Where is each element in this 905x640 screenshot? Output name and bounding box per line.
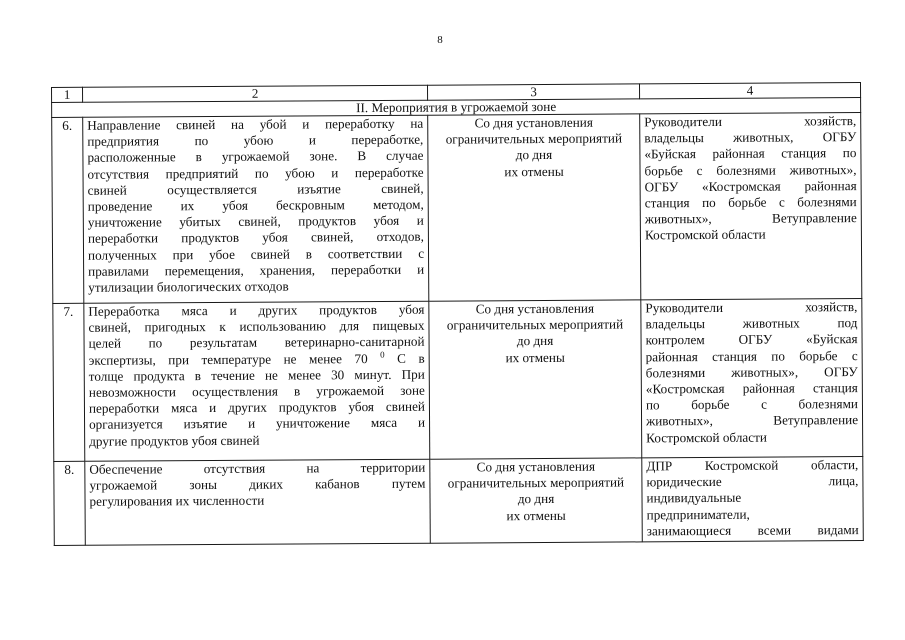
text-line: утилизации биологических отходов xyxy=(88,278,289,295)
text-line: отсутствия предприятий по убою и переработке xyxy=(87,164,424,182)
row-description xyxy=(83,115,429,303)
text-line: ОГБУ «Костромская районная xyxy=(644,177,857,195)
text-line: владельцы животных, ОГБУ xyxy=(644,129,857,146)
text-line: юридические лица, xyxy=(646,473,859,490)
measures-table xyxy=(51,82,864,546)
text-line: районная станция по борьбе с xyxy=(645,347,858,364)
header-col-3: 3 xyxy=(427,84,639,100)
text-line: Со дня установления xyxy=(476,458,596,475)
text-line: болезнями животных», ОГБУ xyxy=(645,363,858,381)
text-line: угрожаемой зоны диких кабанов путем xyxy=(89,475,426,493)
text-line: расположенные в угрожаемой зоне. В случае xyxy=(87,148,424,166)
temperature-text: экспертизы, при температуре не менее 70 xyxy=(88,350,368,368)
text-line xyxy=(89,350,425,368)
page-number: 8 xyxy=(437,34,443,46)
text-line: контролем ОГБУ «Буйская xyxy=(645,331,858,348)
text-line: до дня xyxy=(516,333,554,349)
text-line: предприятия по убою и переработке, xyxy=(87,131,424,149)
text-line: борьбе с болезнями животных», xyxy=(644,161,857,178)
row-responsible xyxy=(641,299,863,458)
text-line: ограничительных мероприятий xyxy=(446,316,624,333)
text-line: занимающиеся всеми видами xyxy=(646,521,859,539)
text-line: Направление свиней на убой и переработку на xyxy=(87,115,424,133)
text-line: по борьбе с болезнями xyxy=(645,396,858,413)
text-line: Переработка мяса и других продуктов убоя xyxy=(88,301,425,319)
degree-superscript: 0 xyxy=(380,349,385,360)
row-number: 8. xyxy=(54,461,86,545)
text-line: до дня xyxy=(517,491,555,507)
text-line: ограничительных мероприятий xyxy=(447,474,625,491)
text-line: целей по результатам ветеринарно-санитарной xyxy=(88,334,425,352)
text-line: правилами перемещения, хранения, переработки и xyxy=(88,261,425,279)
text-line: уничтожение убитых свиней, продуктов убоя и xyxy=(87,212,424,230)
table-row xyxy=(52,113,862,304)
row-term xyxy=(430,458,643,543)
row-responsible xyxy=(640,113,862,300)
text-line: их отмены xyxy=(504,163,564,179)
text-line: «Буйская районная станция по xyxy=(644,145,857,162)
text-line: проведение их убоя бескровным методом, xyxy=(87,196,424,214)
text-line: переработки мяса и других продуктов убоя свиней xyxy=(88,398,426,416)
text-line: станция по борьбе с болезнями xyxy=(644,194,857,211)
section-title: II. Мероприятия в угрожаемой зоне xyxy=(52,98,861,118)
row-description xyxy=(84,301,430,461)
text-line: Со дня установления xyxy=(475,300,595,317)
text-line: Со дня установления xyxy=(474,114,593,131)
text-line: Руководители хозяйств, xyxy=(644,113,857,130)
text-line: полученных при убое свиней в соответствии с xyxy=(87,245,425,263)
row-term xyxy=(429,300,642,459)
text-line: Обеспечение отсутствия на территории xyxy=(89,459,426,477)
header-col-2: 2 xyxy=(83,85,428,102)
text-line: ДПР Костромской области, xyxy=(646,457,859,474)
text-line: их отмены xyxy=(505,349,565,365)
table-row xyxy=(54,457,863,546)
text-line: свиней осуществляется изъятие свиней, xyxy=(87,180,424,198)
text-line: Костромской области xyxy=(646,429,767,445)
row-number: 7. xyxy=(53,303,85,461)
header-col-4: 4 xyxy=(639,83,860,99)
header-col-1: 1 xyxy=(52,87,83,102)
text-line: предприниматели, xyxy=(646,506,750,522)
text-line: их отмены xyxy=(506,507,566,523)
text-line: свиней, пригодных к использованию для пищевых xyxy=(88,317,425,335)
text-line: «Костромская районная станция xyxy=(645,380,858,397)
row-number: 6. xyxy=(52,117,84,303)
temperature-unit: С в xyxy=(397,350,425,366)
text-line: владельцы животных под xyxy=(645,315,858,332)
row-term xyxy=(428,114,641,301)
text-line: животных», Ветуправление xyxy=(644,210,857,227)
text-line: другие продуктов убоя свиней xyxy=(89,432,260,449)
text-line: организуется изъятие и уничтожение мяса и xyxy=(89,415,426,433)
row-responsible xyxy=(642,457,864,542)
text-line: ограничительных мероприятий xyxy=(445,130,623,147)
text-line: Руководители хозяйств, xyxy=(645,299,858,316)
text-line: Костромской области xyxy=(644,227,766,243)
text-line: невозможности осуществления в угрожаемой зоне xyxy=(88,382,425,400)
text-line: индивидуальные xyxy=(646,490,742,506)
text-line: переработки продуктов убоя свиней, отходов, xyxy=(87,229,424,247)
text-line: регулирования их численности xyxy=(89,493,265,510)
text-line: до дня xyxy=(515,147,553,163)
text-line: животных», Ветуправление xyxy=(646,412,859,429)
row-description xyxy=(85,459,431,545)
table-row xyxy=(53,299,863,462)
text-line: толще продукта в течение не менее 30 минут. При xyxy=(88,366,425,384)
